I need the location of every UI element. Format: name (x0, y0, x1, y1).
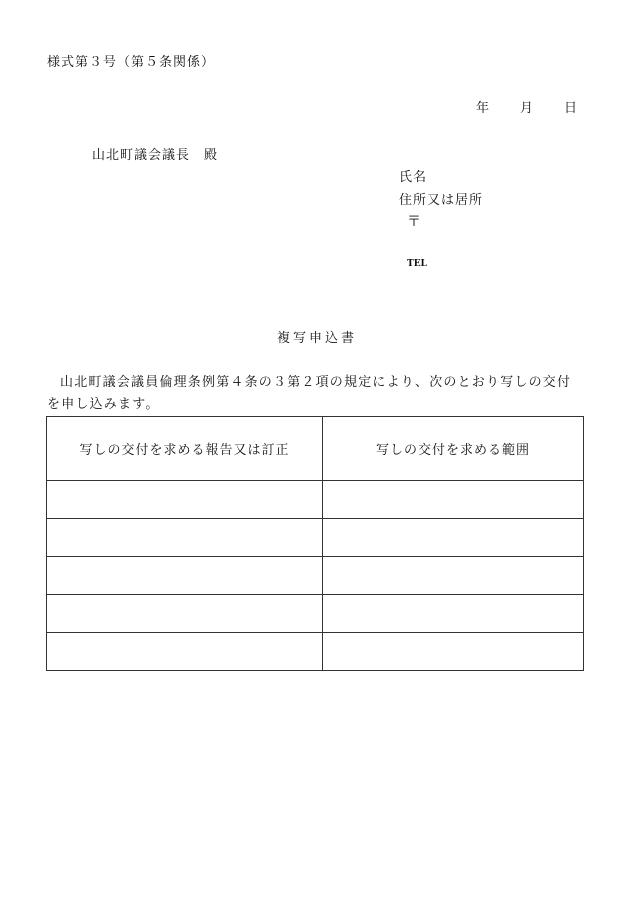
form-number: 様式第３号（第５条関係） (47, 55, 216, 70)
table-cell[interactable] (47, 557, 323, 595)
table-cell[interactable] (323, 633, 584, 671)
postal-mark: 〒 (407, 214, 422, 230)
day-label: 日 (564, 101, 579, 116)
month-label: 月 (520, 101, 535, 116)
table-cell[interactable] (323, 481, 584, 519)
table-cell[interactable] (323, 519, 584, 557)
request-table (46, 416, 584, 671)
table-row (47, 595, 584, 633)
header-report-or-correction: 写しの交付を求める報告又は訂正 (47, 417, 323, 481)
date-line (476, 97, 578, 116)
table-row (47, 633, 584, 671)
body-text: 山北町議会議員倫理条例第４条の３第２項の規定により、次のとおり写しの交付を申し込みます。 (47, 375, 572, 412)
table-row (47, 557, 584, 595)
address-label: 住所又は居所 (399, 193, 484, 208)
addressee: 山北町議会議長 殿 (92, 148, 219, 163)
table-cell[interactable] (323, 595, 584, 633)
table-cell[interactable] (47, 481, 323, 519)
tel-mark: TEL (407, 259, 427, 269)
table-row (47, 481, 584, 519)
table-cell[interactable] (47, 519, 323, 557)
year-label: 年 (476, 101, 491, 116)
header-requested-range: 写しの交付を求める範囲 (323, 417, 584, 481)
table-cell[interactable] (323, 557, 584, 595)
document-title: 複写申込書 (277, 331, 358, 346)
table-row (47, 519, 584, 557)
name-label: 氏名 (399, 170, 428, 185)
table-header-row (47, 417, 584, 481)
table-cell[interactable] (47, 633, 323, 671)
table-cell[interactable] (47, 595, 323, 633)
